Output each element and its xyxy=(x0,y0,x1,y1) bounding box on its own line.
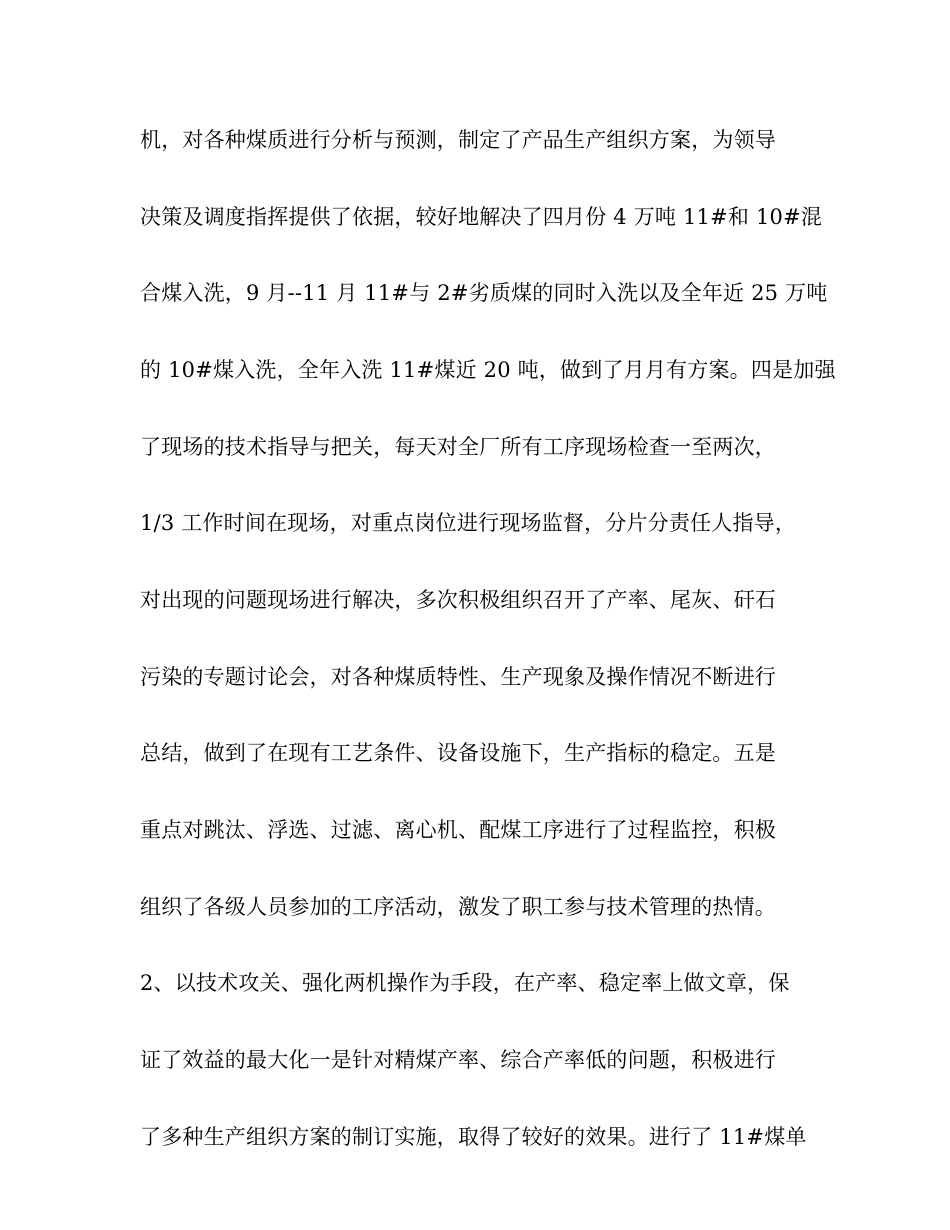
text-line: 的 10#煤入洗，全年入洗 11#煤近 20 吨，做到了月月有方案。四是加强 xyxy=(140,358,836,382)
text-line: 了现场的技术指导与把关，每天对全厂所有工序现场检查一至两次， xyxy=(140,435,776,459)
text-line: 组织了各级人员参加的工序活动，激发了职工参与技术管理的热情。 xyxy=(140,895,776,919)
text-line: 2、以技术攻关、强化两机操作为手段，在产率、稳定率上做文章，保 xyxy=(140,971,790,995)
text-line: 1/3 工作时间在现场，对重点岗位进行现场监督，分片分责任人指导， xyxy=(140,511,797,535)
text-line: 污染的专题讨论会，对各种煤质特性、生产现象及操作情况不断进行 xyxy=(140,665,776,689)
text-line: 机，对各种煤质进行分析与预测，制定了产品生产组织方案，为领导 xyxy=(140,128,776,152)
text-line: 决策及调度指挥提供了依据，较好地解决了四月份 4 万吨 11#和 10#混 xyxy=(140,205,823,229)
text-line: 了多种生产组织方案的制订实施，取得了较好的效果。进行了 11#煤单 xyxy=(140,1125,807,1149)
text-line: 对出现的问题现场进行解决，多次积极组织召开了产率、尾灰、矸石 xyxy=(140,588,776,612)
text-line: 重点对跳汰、浮选、过滤、离心机、配煤工序进行了过程监控，积极 xyxy=(140,818,776,842)
text-line: 合煤入洗，9 月--11 月 11#与 2#劣质煤的同时入洗以及全年近 25 万吨 xyxy=(140,281,828,305)
text-line: 证了效益的最大化一是针对精煤产率、综合产率低的问题，积极进行 xyxy=(140,1048,776,1072)
text-line: 总结，做到了在现有工艺条件、设备设施下，生产指标的稳定。五是 xyxy=(140,741,776,765)
